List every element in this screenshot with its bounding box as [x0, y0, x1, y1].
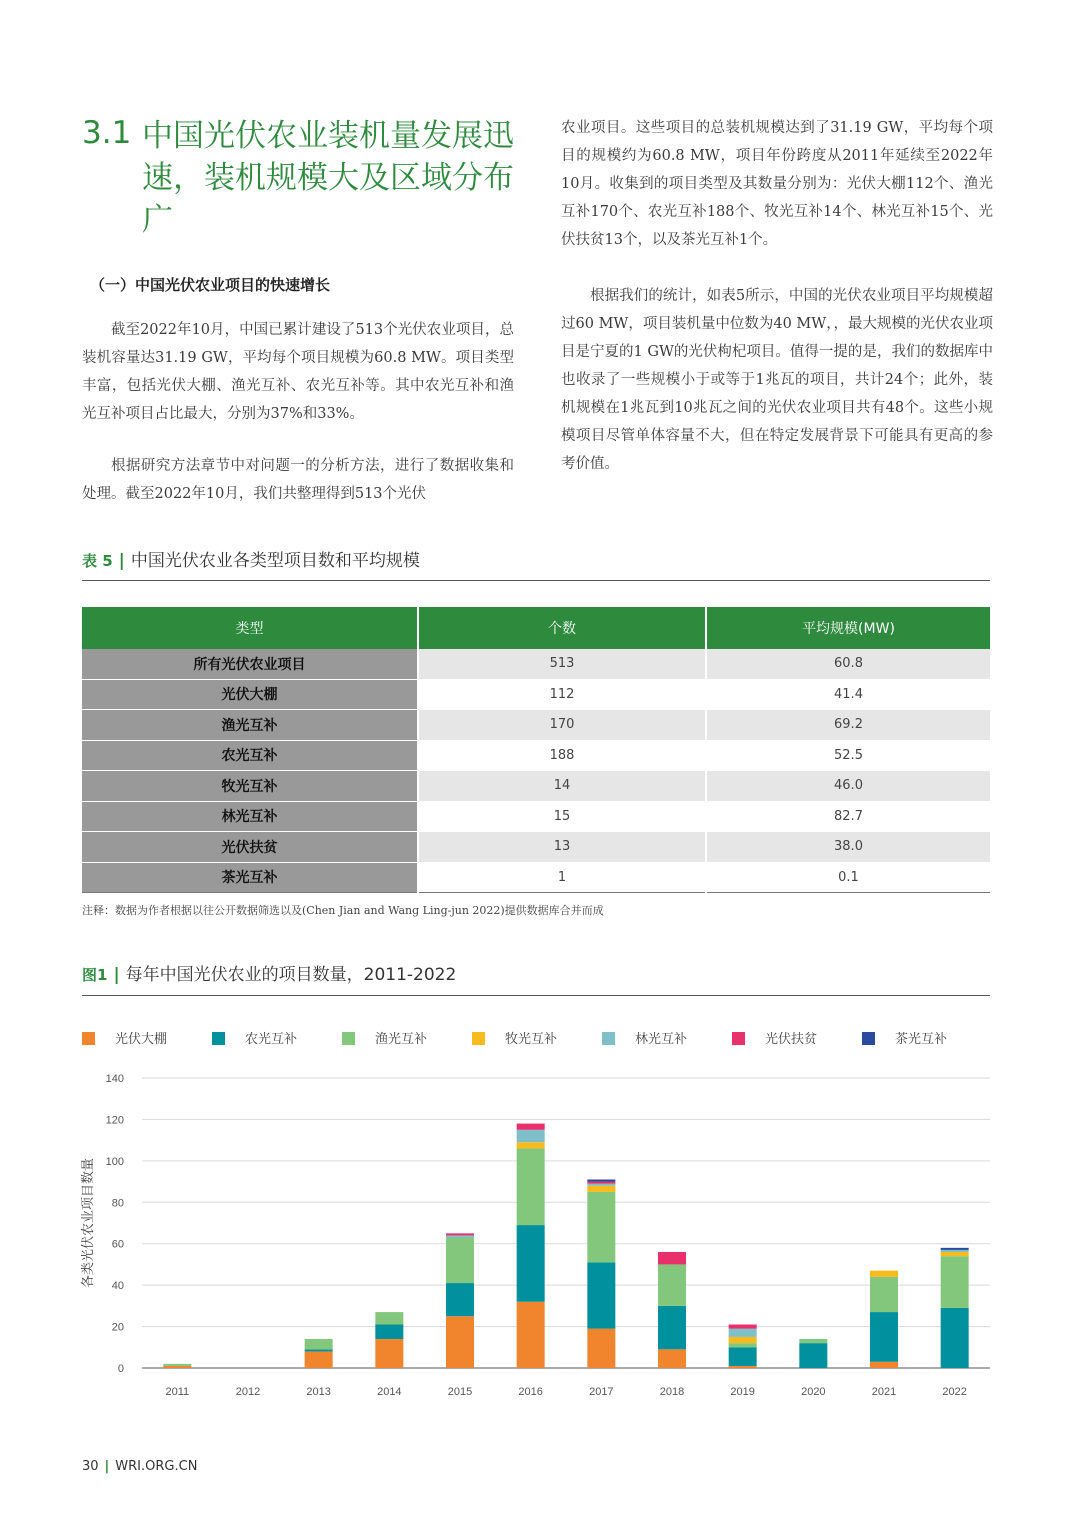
- legend-item: [472, 1028, 557, 1047]
- bar-segment: [658, 1349, 686, 1368]
- bar-segment: [729, 1347, 757, 1366]
- bar-segment: [729, 1366, 757, 1368]
- bar-segment: [517, 1225, 545, 1302]
- row-count: 513: [418, 649, 706, 679]
- bar-segment: [941, 1248, 969, 1250]
- x-tick-label: 2012: [235, 1386, 261, 1398]
- row-type: 光伏大棚: [82, 679, 418, 710]
- table-row: [82, 862, 990, 893]
- y-tick-label: 80: [111, 1197, 124, 1210]
- legend-label: 光伏扶贫: [765, 1032, 818, 1047]
- bar-segment: [446, 1316, 474, 1368]
- bar-segment: [799, 1339, 827, 1343]
- page-footer: [82, 1459, 197, 1474]
- bar-segment: [163, 1366, 191, 1368]
- legend-item: [862, 1028, 947, 1047]
- legend-label: 渔光互补: [375, 1032, 428, 1047]
- bar-segment: [375, 1339, 403, 1368]
- table-tag: 表 5: [82, 552, 113, 570]
- header-avg: 平均规模(MW): [706, 607, 990, 649]
- x-tick-label: 2019: [730, 1386, 755, 1398]
- y-tick-label: 140: [105, 1073, 124, 1085]
- bar-segment: [729, 1343, 757, 1347]
- bar-segment: [446, 1283, 474, 1316]
- row-type: 光伏扶贫: [82, 832, 418, 863]
- bar-segment: [163, 1364, 191, 1366]
- row-avg: 60.8: [706, 649, 990, 679]
- chart-legend: [82, 1028, 990, 1048]
- table-caption: [82, 546, 990, 581]
- legend-swatch: [732, 1032, 745, 1045]
- row-avg: 0.1: [706, 862, 990, 893]
- paragraph-right-1: 农业项目。这些项目的总装机规模达到了31.19 GW，平均每个项目的规模约为60.8 MW，项目年份跨度从2011年延续至2022年10月。收集到的项目类型及其数量分别为：光伏大棚112个、渔光互补170个、农光互补188个、牧光互补14个、林光互补15个、光伏扶贫13个，以及茶光互补1个。: [561, 120, 993, 248]
- legend-item: [212, 1028, 297, 1047]
- bar-segment: [941, 1250, 969, 1252]
- caption-separator: |: [113, 965, 120, 985]
- bar-segment: [870, 1362, 898, 1368]
- header-count: 个数: [418, 607, 706, 649]
- row-count: 14: [418, 771, 706, 802]
- legend-label: 茶光互补: [895, 1032, 948, 1047]
- legend-swatch: [862, 1032, 875, 1045]
- legend-swatch: [212, 1032, 225, 1045]
- legend-label: 林光互补: [635, 1032, 688, 1047]
- bar-segment: [870, 1277, 898, 1312]
- table-row: [82, 710, 990, 741]
- legend-item: [732, 1028, 817, 1047]
- bar-segment: [517, 1142, 545, 1148]
- x-tick-label: 2021: [871, 1386, 897, 1398]
- x-tick-label: 2011: [165, 1386, 190, 1398]
- table-row: [82, 801, 990, 832]
- bar-segment: [799, 1343, 827, 1368]
- legend-swatch: [602, 1032, 615, 1045]
- table-row: [82, 832, 990, 863]
- legend-swatch: [342, 1032, 355, 1045]
- bar-segment: [517, 1148, 545, 1225]
- table-row: [82, 740, 990, 771]
- bar-segment: [658, 1306, 686, 1350]
- bar-segment: [587, 1182, 615, 1184]
- x-tick-label: 2017: [589, 1386, 614, 1398]
- figure-tag: 图1: [82, 966, 108, 984]
- row-avg: 82.7: [706, 801, 990, 832]
- row-avg: 46.0: [706, 771, 990, 802]
- row-avg: 52.5: [706, 740, 990, 771]
- table-row: [82, 771, 990, 802]
- bar-segment: [941, 1256, 969, 1308]
- paragraph-left-2: 根据研究方法章节中对问题一的分析方法，进行了数据收集和处理。截至2022年10月，我们共整理得到513个光伏: [82, 458, 514, 502]
- y-tick-label: 100: [105, 1155, 124, 1168]
- bar-segment: [658, 1252, 686, 1264]
- bar-segment: [517, 1130, 545, 1142]
- legend-item: [82, 1028, 167, 1047]
- bar-segment: [729, 1329, 757, 1337]
- subheading: （一）中国光伏农业项目的快速增长: [90, 276, 331, 294]
- row-count: 13: [418, 832, 706, 863]
- bar-segment: [729, 1325, 757, 1329]
- row-avg: 41.4: [706, 679, 990, 710]
- footer-separator: |: [104, 1459, 110, 1474]
- bar-segment: [658, 1264, 686, 1305]
- bar-segment: [517, 1302, 545, 1368]
- y-tick-label: 40: [111, 1280, 124, 1293]
- page-number: 30: [82, 1459, 99, 1474]
- x-tick-label: 2020: [801, 1386, 826, 1398]
- bar-segment: [305, 1349, 333, 1351]
- bar-segment: [941, 1308, 969, 1368]
- row-type: 牧光互补: [82, 771, 418, 802]
- bar-segment: [446, 1235, 474, 1237]
- caption-separator: |: [118, 551, 125, 571]
- x-tick-label: 2016: [518, 1386, 543, 1398]
- x-tick-label: 2018: [659, 1386, 685, 1398]
- row-count: 15: [418, 801, 706, 832]
- figure-title: 每年中国光伏农业的项目数量，2011-2022: [125, 965, 457, 985]
- bar-segment: [446, 1233, 474, 1235]
- bar-segment: [587, 1329, 615, 1368]
- table-note: 注释：数据为作者根据以往公开数据筛选以及(Chen Jian and Wang Ling-jun 2022)提供数据库合并而成: [82, 904, 604, 917]
- section-title: 中国光伏农业装机量发展迅速，装机规模大及区域分布广: [142, 118, 514, 238]
- stacked-bar-chart: [76, 1062, 996, 1402]
- x-tick-label: 2022: [942, 1386, 967, 1398]
- y-tick-label: 20: [111, 1321, 124, 1334]
- bar-segment: [587, 1186, 615, 1192]
- footer-site: WRI.ORG.CN: [115, 1459, 198, 1474]
- bar-segment: [305, 1339, 333, 1349]
- table-row: [82, 679, 990, 710]
- row-avg: 69.2: [706, 710, 990, 741]
- table-header-row: [82, 607, 990, 649]
- y-tick-label: 120: [105, 1114, 124, 1127]
- y-tick-label: 60: [111, 1238, 124, 1251]
- row-avg: 38.0: [706, 832, 990, 863]
- bar-segment: [870, 1271, 898, 1277]
- x-tick-label: 2015: [447, 1386, 473, 1398]
- row-type: 茶光互补: [82, 862, 418, 893]
- bar-segment: [587, 1180, 615, 1182]
- bar-segment: [446, 1238, 474, 1284]
- y-axis-label: 各类光伏农业项目数量: [81, 1157, 96, 1289]
- row-count: 112: [418, 679, 706, 710]
- row-type: 农光互补: [82, 740, 418, 771]
- paragraph-left-1: 截至2022年10月，中国已累计建设了513个光伏农业项目，总装机容量达31.19 GW，平均每个项目规模为60.8 MW。项目类型丰富，包括光伏大棚、渔光互补、农光互补等。其中农光互补和渔光互补项目占比最大，分别为37%和33%。: [82, 322, 514, 422]
- legend-label: 农光互补: [245, 1032, 298, 1047]
- bar-segment: [375, 1312, 403, 1324]
- legend-swatch: [472, 1032, 485, 1045]
- figure-caption: [82, 960, 990, 996]
- data-table: [82, 607, 990, 893]
- bar-segment: [587, 1262, 615, 1328]
- y-tick-label: 0: [117, 1363, 124, 1375]
- row-type: 林光互补: [82, 801, 418, 832]
- bar-segment: [941, 1252, 969, 1256]
- legend-label: 牧光互补: [505, 1032, 558, 1047]
- bar-segment: [305, 1351, 333, 1368]
- bar-segment: [587, 1184, 615, 1186]
- bar-segment: [587, 1192, 615, 1262]
- row-count: 1: [418, 862, 706, 893]
- bar-segment: [517, 1124, 545, 1130]
- legend-item: [342, 1028, 427, 1047]
- table-title: 中国光伏农业各类型项目数和平均规模: [130, 551, 420, 571]
- x-tick-label: 2013: [306, 1386, 331, 1398]
- bar-segment: [375, 1325, 403, 1340]
- paragraph-right-2: 根据我们的统计，如表5所示，中国的光伏农业项目平均规模超过60 MW，项目装机量中位数为40 MW，，最大规模的光伏农业项目是宁夏的1 GW的光伏枸杞项目。值得一提的是，我们的数据库中也收录了一些规模小于或等于1兆瓦的项目，共计24个；此外，装机规模在1兆瓦到10兆瓦之间的光伏农业项目共有48个。这些小规模项目尽管单体容量不大，但在特定发展背景下可能具有更高的参考价值。: [561, 288, 993, 472]
- header-type: 类型: [82, 607, 418, 649]
- legend-item: [602, 1028, 687, 1047]
- row-count: 170: [418, 710, 706, 741]
- row-type: 所有光伏农业项目: [82, 649, 418, 679]
- section-number: 3.1: [82, 115, 132, 151]
- legend-swatch: [82, 1032, 95, 1045]
- bar-segment: [870, 1312, 898, 1362]
- row-count: 188: [418, 740, 706, 771]
- x-tick-label: 2014: [377, 1386, 402, 1398]
- bar-segment: [729, 1337, 757, 1343]
- table-row: [82, 649, 990, 679]
- legend-label: 光伏大棚: [115, 1032, 168, 1047]
- row-type: 渔光互补: [82, 710, 418, 741]
